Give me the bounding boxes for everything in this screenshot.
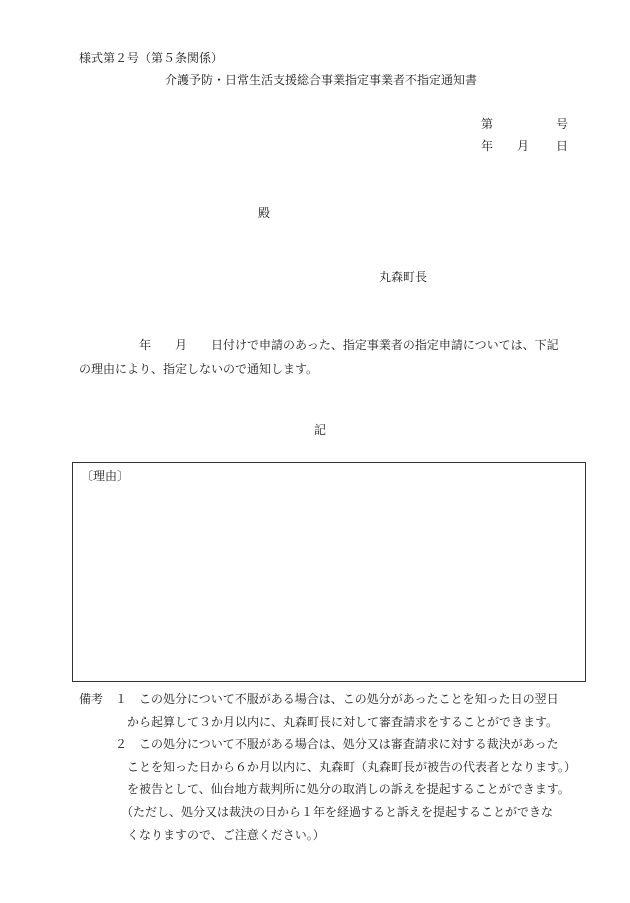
date-month: 月 — [517, 139, 530, 153]
form-number: 様式第２号（第５条関係） — [79, 51, 224, 65]
remarks-line: ことを知った日から６か月以内に、丸森町（丸森町長が被告の代表者となります。） — [79, 759, 577, 774]
sender-name: 丸森町長 — [379, 270, 428, 284]
notice-body — [79, 333, 583, 381]
document-number-prefix: 第 — [481, 117, 494, 131]
document-title: 介護予防・日常生活支援総合事業指定事業者不指定通知書 — [165, 73, 478, 87]
reason-label: 〔理由〕 — [81, 469, 130, 483]
remarks-line: （ただし、処分又は裁決の日から１年を経過すると訴えを提起することができな — [79, 804, 554, 819]
remarks-section — [79, 688, 589, 846]
notice-body-line-1: 年 月 日付けで申請のあった、指定事業者の指定申請については、下記 — [79, 338, 559, 352]
reason-box — [72, 462, 586, 682]
remarks-line: 備考 １ この処分について不服がある場合は、この処分があったことを知った日の翌日 — [79, 692, 559, 706]
date-day: 日 — [556, 139, 569, 153]
remarks-line: ２ この処分について不服がある場合は、処分又は審査請求に対する裁決があった — [79, 737, 559, 752]
document-number-suffix: 号 — [556, 117, 569, 131]
notice-body-line-2: の理由により、指定しないので通知します。 — [79, 362, 319, 376]
ki-heading: 記 — [314, 423, 327, 437]
remarks-line: から起算して３か月以内に、丸森町長に対して審査請求をすることができます。 — [79, 714, 559, 729]
remarks-line: くなりますので、ご注意ください。） — [79, 827, 325, 842]
date-year: 年 — [481, 139, 494, 153]
addressee-honorific: 殿 — [258, 206, 271, 220]
remarks-line: を被告として、仙台地方裁判所に処分の取消しの訴えを提起することができます。 — [79, 782, 570, 797]
